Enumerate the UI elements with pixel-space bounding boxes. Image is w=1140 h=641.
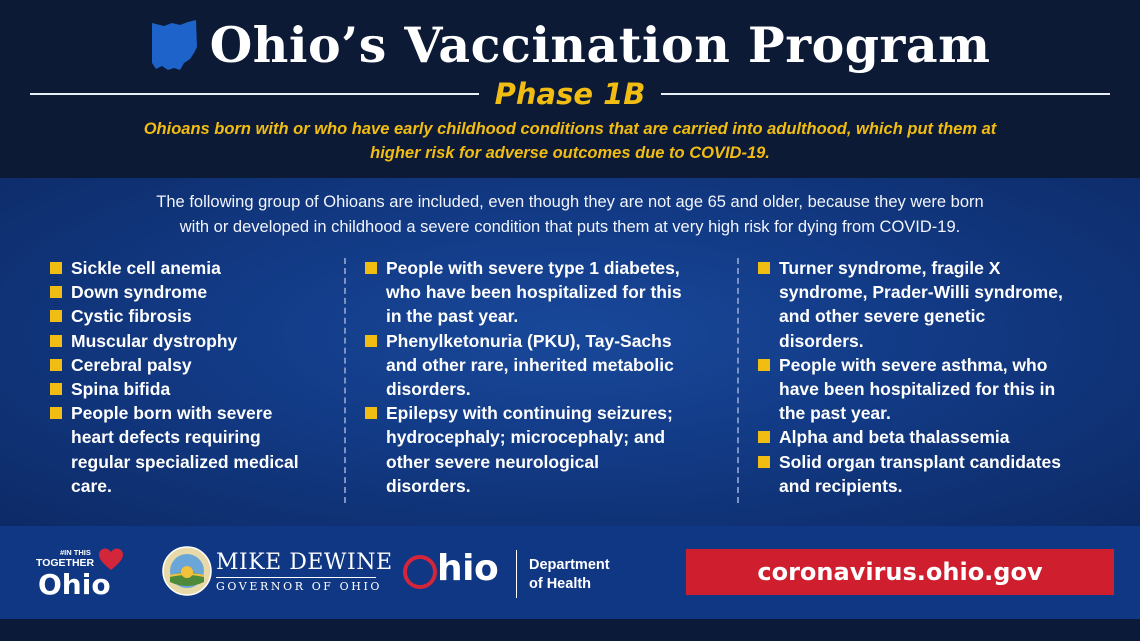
square-bullet-icon: [50, 335, 62, 347]
condition-line: Solid organ transplant candidates: [779, 451, 1061, 472]
column-divider: [344, 258, 346, 503]
condition-item: [365, 401, 725, 498]
condition-line: disorders.: [386, 379, 471, 400]
condition-text: [779, 425, 1118, 449]
odh-logo-text: hio: [437, 548, 499, 589]
condition-item: [758, 256, 1118, 353]
phase-row: [30, 76, 1110, 112]
condition-text: [71, 256, 335, 280]
website-banner[interactable]: [686, 549, 1114, 595]
condition-line: Cerebral palsy: [71, 354, 192, 375]
subtitle: [40, 117, 1100, 165]
square-bullet-icon: [365, 335, 377, 347]
square-bullet-icon: [365, 262, 377, 274]
conditions-column-3: [758, 256, 1118, 498]
condition-item: [50, 401, 335, 498]
condition-text: [386, 329, 725, 402]
condition-text: [779, 256, 1118, 353]
column-divider: [737, 258, 739, 503]
condition-line: Down syndrome: [71, 282, 208, 303]
square-bullet-icon: [50, 359, 62, 371]
logo-together-text: TOGETHER: [36, 557, 95, 569]
odh-circle-o-icon: [402, 554, 438, 590]
square-bullet-icon: [50, 383, 62, 395]
condition-line: Cystic fibrosis: [71, 306, 192, 327]
condition-line: Phenylketonuria (PKU), Tay-Sachs: [386, 330, 672, 351]
condition-line: the past year.: [779, 403, 891, 424]
condition-line: regular specialized medical: [71, 451, 299, 472]
governor-name: MIKE DEWINE: [216, 550, 393, 575]
condition-item: [758, 450, 1118, 498]
square-bullet-icon: [758, 456, 770, 468]
condition-item: [365, 256, 725, 329]
condition-text: [71, 304, 335, 328]
subtitle-line: higher risk for adverse outcomes due to COVID-19.: [370, 144, 770, 162]
condition-text: [71, 280, 335, 304]
condition-line: disorders.: [386, 475, 471, 496]
conditions-panel: [0, 178, 1140, 526]
square-bullet-icon: [365, 407, 377, 419]
odh-separator: [516, 550, 517, 598]
condition-text: [71, 353, 335, 377]
title-row: [0, 12, 1140, 78]
condition-line: hydrocephaly; microcephaly; and: [386, 427, 666, 448]
condition-line: have been hospitalized for this in: [779, 379, 1056, 400]
ohio-seal-icon: [162, 546, 212, 596]
condition-line: People with severe asthma, who: [779, 354, 1048, 375]
condition-item: [50, 329, 335, 353]
condition-text: [71, 377, 335, 401]
condition-item: [758, 425, 1118, 449]
condition-line: care.: [71, 475, 112, 496]
odh-department: [529, 556, 610, 594]
odh-department-line: of Health: [529, 576, 592, 592]
square-bullet-icon: [758, 359, 770, 371]
condition-line: and recipients.: [779, 475, 903, 496]
conditions-column-2: [365, 256, 725, 498]
condition-line: and other rare, inherited metabolic: [386, 354, 674, 375]
square-bullet-icon: [50, 310, 62, 322]
page-title: Ohio’s Vaccination Program: [209, 16, 991, 74]
square-bullet-icon: [758, 262, 770, 274]
intro-line: The following group of Ohioans are included, even though they are not age 65 and older, because they were born: [156, 193, 984, 211]
square-bullet-icon: [50, 286, 62, 298]
logo-hashtag-text: #IN THIS: [60, 548, 91, 557]
condition-text: [386, 256, 725, 329]
condition-line: Spina bifida: [71, 379, 171, 400]
condition-text: [71, 329, 335, 353]
condition-line: Muscular dystrophy: [71, 330, 238, 351]
intro-text: [50, 190, 1090, 240]
square-bullet-icon: [50, 262, 62, 274]
condition-item: [50, 377, 335, 401]
condition-text: [779, 450, 1118, 498]
condition-text: [386, 401, 725, 498]
odh-department-line: Department: [529, 557, 610, 573]
square-bullet-icon: [758, 431, 770, 443]
condition-text: [71, 401, 335, 498]
condition-line: disorders.: [779, 330, 864, 351]
condition-line: Alpha and beta thalassemia: [779, 427, 1010, 448]
condition-text: [779, 353, 1118, 426]
logo-ohio-text: Ohio: [38, 568, 111, 601]
governor-title: GOVERNOR OF OHIO: [216, 580, 383, 593]
condition-line: People born with severe: [71, 403, 273, 424]
condition-line: Sickle cell anemia: [71, 258, 221, 278]
in-this-together-ohio-logo: [34, 546, 144, 602]
condition-line: Turner syndrome, fragile X: [779, 258, 1001, 278]
condition-line: other severe neurological: [386, 451, 599, 472]
square-bullet-icon: [50, 407, 62, 419]
condition-line: who have been hospitalized for this: [386, 282, 682, 303]
condition-item: [365, 329, 725, 402]
bottom-strip: [0, 619, 1140, 641]
condition-item: [50, 280, 335, 304]
header: [0, 0, 1140, 178]
subtitle-line: Ohioans born with or who have early childhood conditions that are carried into adulthood, which put them at: [143, 120, 997, 138]
website-url[interactable]: coronavirus.ohio.gov: [757, 558, 1043, 586]
condition-line: and other severe genetic: [779, 306, 986, 327]
condition-line: syndrome, Prader-Willi syndrome,: [779, 282, 1063, 303]
intro-line: with or developed in childhood a severe condition that puts them at very high risk for dying from COVID-19.: [179, 218, 961, 236]
condition-item: [50, 353, 335, 377]
condition-line: People with severe type 1 diabetes,: [386, 258, 680, 278]
condition-item: [50, 304, 335, 328]
condition-line: Epilepsy with continuing seizures;: [386, 403, 673, 424]
phase-divider-left: [30, 93, 479, 95]
condition-line: heart defects requiring: [71, 427, 261, 448]
governor-divider: [216, 577, 376, 578]
conditions-column-1: [50, 256, 335, 498]
condition-line: in the past year.: [386, 306, 519, 327]
phase-divider-right: [661, 93, 1110, 95]
footer: [0, 526, 1140, 619]
condition-item: [758, 353, 1118, 426]
phase-label: Phase 1B: [494, 77, 646, 111]
condition-item: [50, 256, 335, 280]
ohio-state-shape-icon: [150, 19, 198, 71]
